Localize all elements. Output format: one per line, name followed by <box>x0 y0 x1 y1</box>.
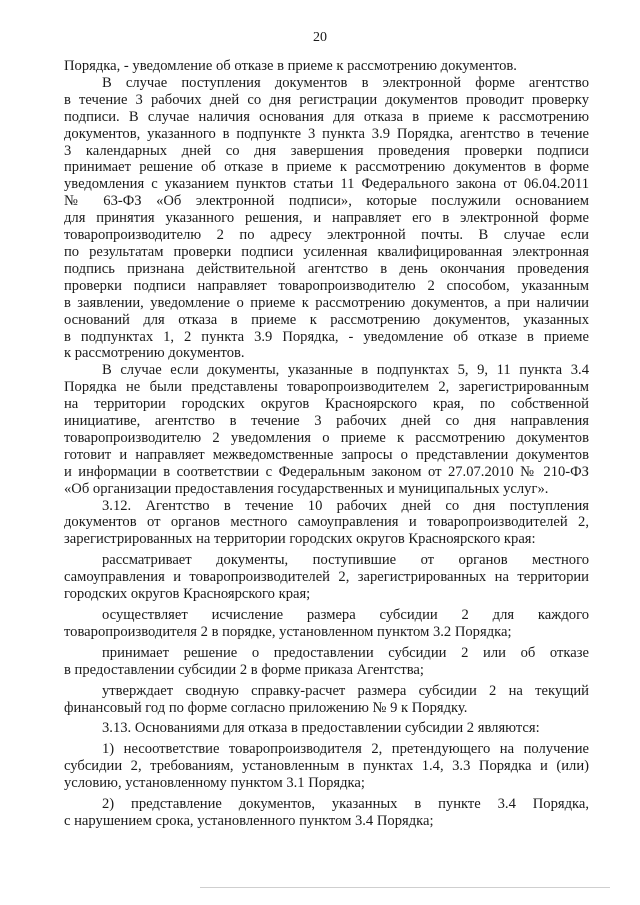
text-line: самоуправления и товаропроизводителей 2, зарегистрированных на территории <box>64 569 589 586</box>
text-line: документов, указанного в подпункте 3 пункта 3.9 Порядка, агентство в течение <box>64 125 589 142</box>
text-line: в предоставлении субсидии 2 в форме приказа Агентства; <box>64 661 424 678</box>
text-line: оснований для отказа в приеме к рассмотрению документов, указанных <box>64 311 589 328</box>
text-line: финансовый год по форме согласно приложению № 9 к Порядку. <box>64 699 468 716</box>
text-line: по результатам проверки подписи усиленная квалифицированная электронная <box>64 243 589 260</box>
text-line: 3.12. Агентство в течение 10 рабочих дней со дня поступления <box>102 497 589 514</box>
text-line: 1) несоответствие товаропроизводителя 2, претендующего на получение <box>102 741 589 758</box>
text-line: подписи. В случае наличия основания для отказа в приеме к рассмотрению <box>64 108 589 125</box>
text-line: и информации в соответствии с Федеральным законом от 27.07.2010 № 210-ФЗ <box>64 463 589 480</box>
text-line: готовит и направляет межведомственные запросы о представлении документов <box>64 446 589 463</box>
scan-edge-line <box>200 887 610 888</box>
document-body <box>64 58 589 830</box>
text-line: 3.13. Основаниями для отказа в предоставлении субсидии 2 являются: <box>102 720 540 737</box>
text-line: Порядка не были представлены товаропроизводителем 2, зарегистрированным <box>64 379 589 396</box>
text-line: рассматривает документы, поступившие от органов местного <box>102 552 589 569</box>
text-line: Порядка, - уведомление об отказе в приеме к рассмотрению документов. <box>64 58 517 74</box>
text-line: уведомления с указанием пунктов статьи 11 Федерального закона от 06.04.2011 <box>64 176 589 193</box>
text-line: городских округов Красноярского края; <box>64 586 311 603</box>
text-line: на территории городских округов Красноярского края, по собственной <box>64 396 589 413</box>
text-line: инициативе, агентство в течение 3 рабочих дней со дня направления <box>64 413 589 430</box>
text-line: товаропроизводителя 2 в порядке, установленном пунктом 3.2 Порядка; <box>64 623 512 640</box>
text-line: зарегистрированных на территории городских округов Красноярского края: <box>64 531 536 548</box>
text-line: В случае если документы, указанные в подпунктах 5, 9, 11 пункта 3.4 <box>102 362 589 379</box>
text-line: условию, установленному пунктом 3.1 Порядка; <box>64 775 365 792</box>
text-line: в течение 3 рабочих дней со дня регистрации документов проводит проверку <box>64 91 589 108</box>
text-line: для принятия указанного решения, и направляет его в электронной форме <box>64 210 589 227</box>
page-number: 20 <box>313 30 327 45</box>
text-line: принимает решение об отказе в приеме к рассмотрению документов в форме <box>64 159 589 176</box>
text-line: документов от органов местного самоуправления и товаропроизводителей 2, <box>64 514 589 531</box>
text-line: с нарушением срока, установленного пунктом 3.4 Порядка; <box>64 812 434 829</box>
text-line: к рассмотрению документов. <box>64 345 245 362</box>
text-line: № 63-ФЗ «Об электронной подписи», которые послужили основанием <box>64 193 589 210</box>
text-line: в подпунктах 1, 2 пункта 3.9 Порядка, - уведомление об отказе в приеме <box>64 328 589 345</box>
text-line: В случае поступления документов в электронной форме агентство <box>102 74 589 91</box>
text-line: товаропроизводителю 2 уведомления о приеме к рассмотрению документов <box>64 429 589 446</box>
text-line: «Об организации предоставления государственных и муниципальных услуг». <box>64 480 549 497</box>
text-line: принимает решение о предоставлении субсидии 2 или об отказе <box>102 644 589 661</box>
text-line: товаропроизводителю 2 по адресу электронной почты. В случае если <box>64 227 589 244</box>
text-line: подпись признана действительной агентство в день окончания проведения <box>64 260 589 277</box>
text-line: осуществляет исчисление размера субсидии 2 для каждого <box>102 607 589 623</box>
text-line: 2) представление документов, указанных в пункте 3.4 Порядка, <box>102 796 589 813</box>
text-line: 3 календарных дней со дня завершения проведения проверки подписи <box>64 142 589 159</box>
text-line: субсидии 2, требованиям, установленным в пунктах 1.4, 3.3 Порядка и (или) <box>64 758 589 775</box>
text-line: утверждает сводную справку-расчет размера субсидии 2 на текущий <box>102 682 589 699</box>
text-line: проверки подписи направляет товаропроизводителю 2 способом, указанным <box>64 277 589 294</box>
text-line: в заявлении, уведомление о приеме к рассмотрению документов, а при наличии <box>64 294 589 311</box>
